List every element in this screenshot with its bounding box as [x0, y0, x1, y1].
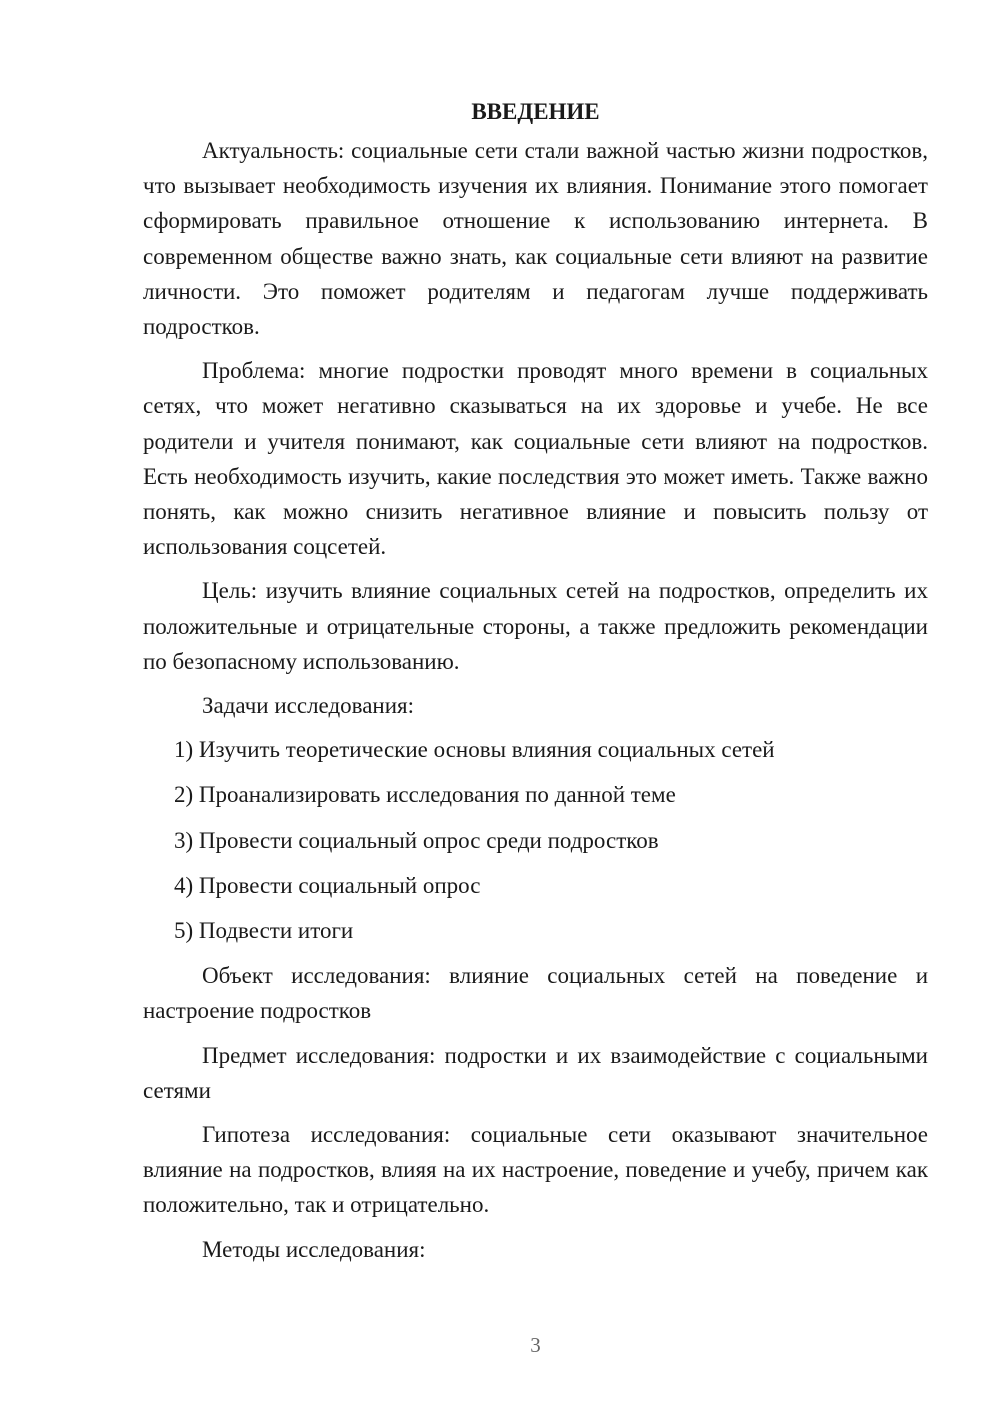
methods-paragraph: Методы исследования:	[202, 1236, 426, 1262]
problem-paragraph: Проблема: многие подростки проводят много времени в социальных сетях, что может негативно сказываться на их здоровье и учебе. Не все родители и учителя понимают, как социальные сети влияют на подростков. Есть необходимость изучить, какие последствия это может иметь. Также важно понять, как можно снизить негативное влияние и повысить пользу от использования соцсетей.	[143, 358, 928, 560]
task-item: 5) Подвести итоги	[174, 918, 354, 944]
page-content	[143, 94, 928, 1276]
page-title: ВВЕДЕНИЕ	[471, 99, 600, 124]
task-item: 4) Провести социальный опрос	[174, 872, 481, 898]
object-paragraph: Объект исследования: влияние социальных сетей на поведение и настроение подростков	[143, 963, 928, 1024]
task-item: 2) Проанализировать исследования по данной теме	[174, 782, 676, 808]
tasks-heading: Задачи исследования:	[202, 693, 415, 719]
page-number: 3	[530, 1333, 541, 1357]
task-item: 3) Провести социальный опрос среди подростков	[174, 827, 659, 853]
relevance-paragraph: Актуальность: социальные сети стали важной частью жизни подростков, что вызывает необходимость изучения их влияния. Понимание этого помогает сформировать правильное отношение к использованию интернета. В современном обществе важно знать, как социальные сети влияют на развитие личности. Это поможет родителям и педагогам лучше поддерживать подростков.	[143, 138, 928, 340]
hypothesis-paragraph: Гипотеза исследования: социальные сети оказывают значительное влияние на подростков, влияя на их настроение, поведение и учебу, причем как положительно, так и отрицательно.	[143, 1122, 928, 1218]
subject-paragraph: Предмет исследования: подростки и их взаимодействие с социальными сетями	[143, 1042, 928, 1103]
task-item: 1) Изучить теоретические основы влияния социальных сетей	[174, 737, 775, 763]
tasks-list	[143, 732, 928, 948]
goal-paragraph: Цель: изучить влияние социальных сетей на подростков, определить их положительные и отрицательные стороны, а также предложить рекомендации по безопасному использованию.	[143, 578, 928, 674]
